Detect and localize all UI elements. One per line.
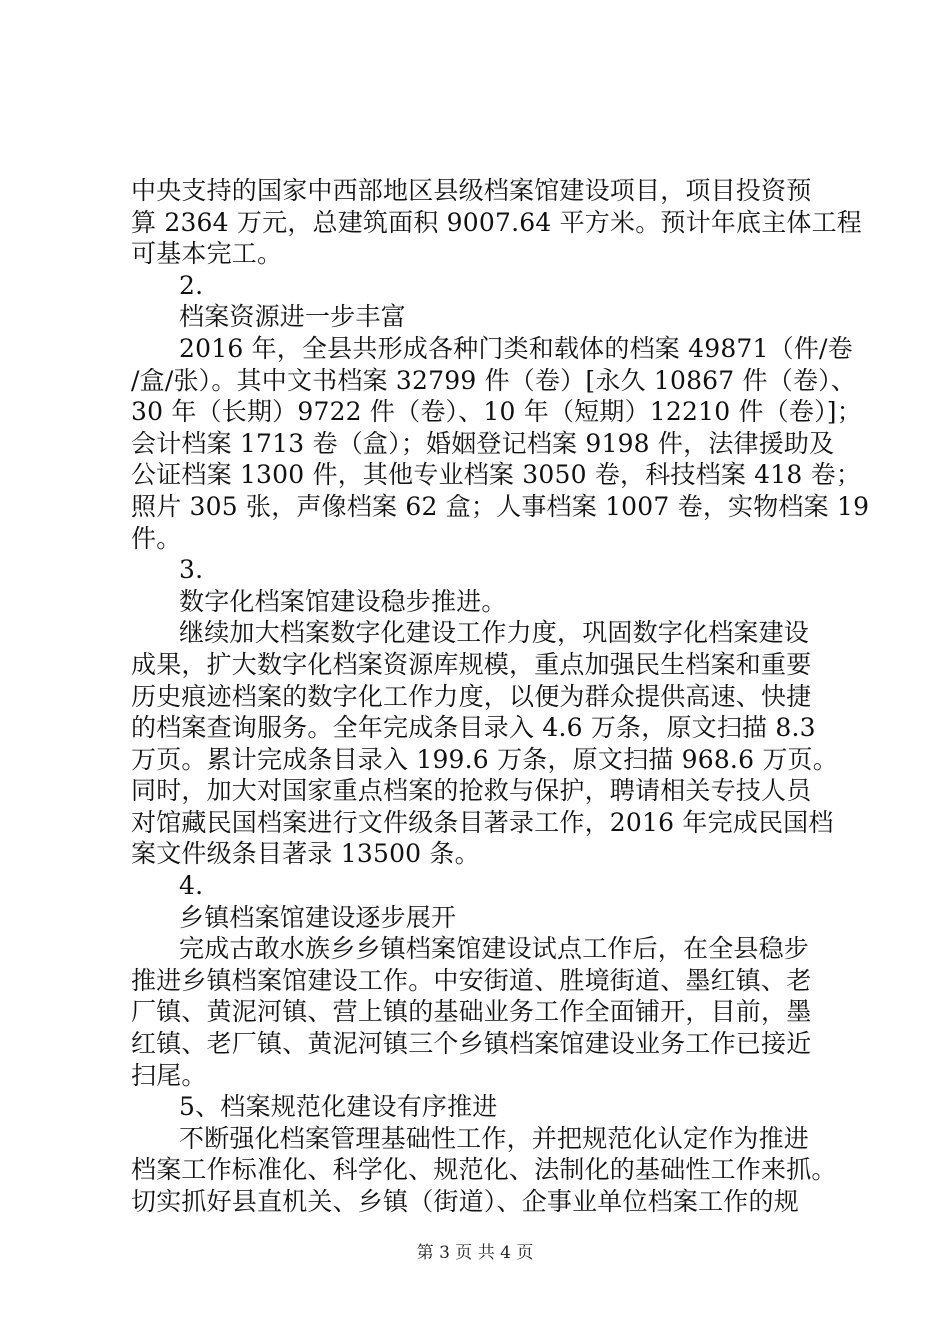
body-line: 继续加大档案数字化建设工作力度，巩固数字化档案建设: [179, 618, 810, 648]
section-heading: 5、档案规范化建设有序推进: [179, 1092, 498, 1122]
body-line: 算 2364 万元，总建筑面积 9007.64 平方米。预计年底主体工程: [131, 207, 862, 237]
document-body: [131, 175, 870, 1218]
section-heading: 乡镇档案馆建设逐步展开: [179, 902, 457, 932]
body-line: 中央支持的国家中西部地区县级档案馆建设项目，项目投资预: [131, 176, 812, 205]
body-line: 30 年（长期）9722 件（卷）、10 年（短期）12210 件（卷）]；: [131, 397, 862, 427]
body-line: 公证档案 1300 件，其他专业档案 3050 卷，科技档案 418 卷；: [131, 460, 862, 490]
body-line: 扫尾。: [131, 1060, 207, 1090]
body-line: 红镇、老厂镇、黄泥河镇三个乡镇档案馆建设业务工作已接近: [131, 1029, 812, 1059]
body-line: 的档案查询服务。全年完成条目录入 4.6 万条，原文扫描 8.3: [131, 713, 816, 743]
section-number: 3.: [179, 555, 204, 585]
body-line: 会计档案 1713 卷（盒）；婚姻登记档案 9198 件，法律援助及: [131, 428, 835, 458]
body-line: 推进乡镇档案馆建设工作。中安街道、胜境街道、墨红镇、老: [131, 965, 812, 995]
page-footer: 第 3 页 共 4 页: [416, 1243, 534, 1263]
body-line: /盒/张）。其中文书档案 32799 件（卷）[永久 10867 件（卷）、: [131, 365, 857, 395]
body-line: 可基本完工。: [131, 239, 283, 269]
body-line: 照片 305 张，声像档案 62 盒；人事档案 1007 卷，实物档案 19: [131, 491, 870, 521]
body-line: 案文件级条目著录 13500 条。: [131, 839, 480, 869]
body-line: 万页。累计完成条目录入 199.6 万条，原文扫描 968.6 万页。: [131, 744, 838, 774]
body-line: 历史痕迹档案的数字化工作力度，以便为群众提供高速、快捷: [131, 681, 812, 711]
section-number: 4.: [179, 871, 204, 901]
body-line: 2016 年，全县共形成各种门类和载体的档案 49871（件/卷: [179, 333, 853, 363]
body-line: 同时，加大对国家重点档案的抢救与保护，聘请相关专技人员: [131, 776, 812, 806]
body-line: 成果，扩大数字化档案资源库规模，重点加强民生档案和重要: [131, 649, 812, 679]
section-heading: 档案资源进一步丰富: [179, 302, 406, 332]
section-number: 2.: [179, 270, 204, 300]
body-line: 切实抓好县直机关、乡镇（街道）、企事业单位档案工作的规: [131, 1187, 799, 1216]
body-line: 对馆藏民国档案进行文件级条目著录工作，2016 年完成民国档: [131, 807, 834, 837]
body-line: 厂镇、黄泥河镇、营上镇的基础业务工作全面铺开，目前，墨: [131, 997, 812, 1027]
section-heading: 数字化档案馆建设稳步推进。: [179, 586, 507, 616]
body-line: 档案工作标准化、科学化、规范化、法制化的基础性工作来抓。: [131, 1155, 837, 1185]
body-line: 件。: [131, 523, 182, 553]
body-line: 完成古敢水族乡乡镇档案馆建设试点工作后，在全县稳步: [179, 934, 810, 964]
body-line: 不断强化档案管理基础性工作，并把规范化认定作为推进: [179, 1123, 810, 1153]
